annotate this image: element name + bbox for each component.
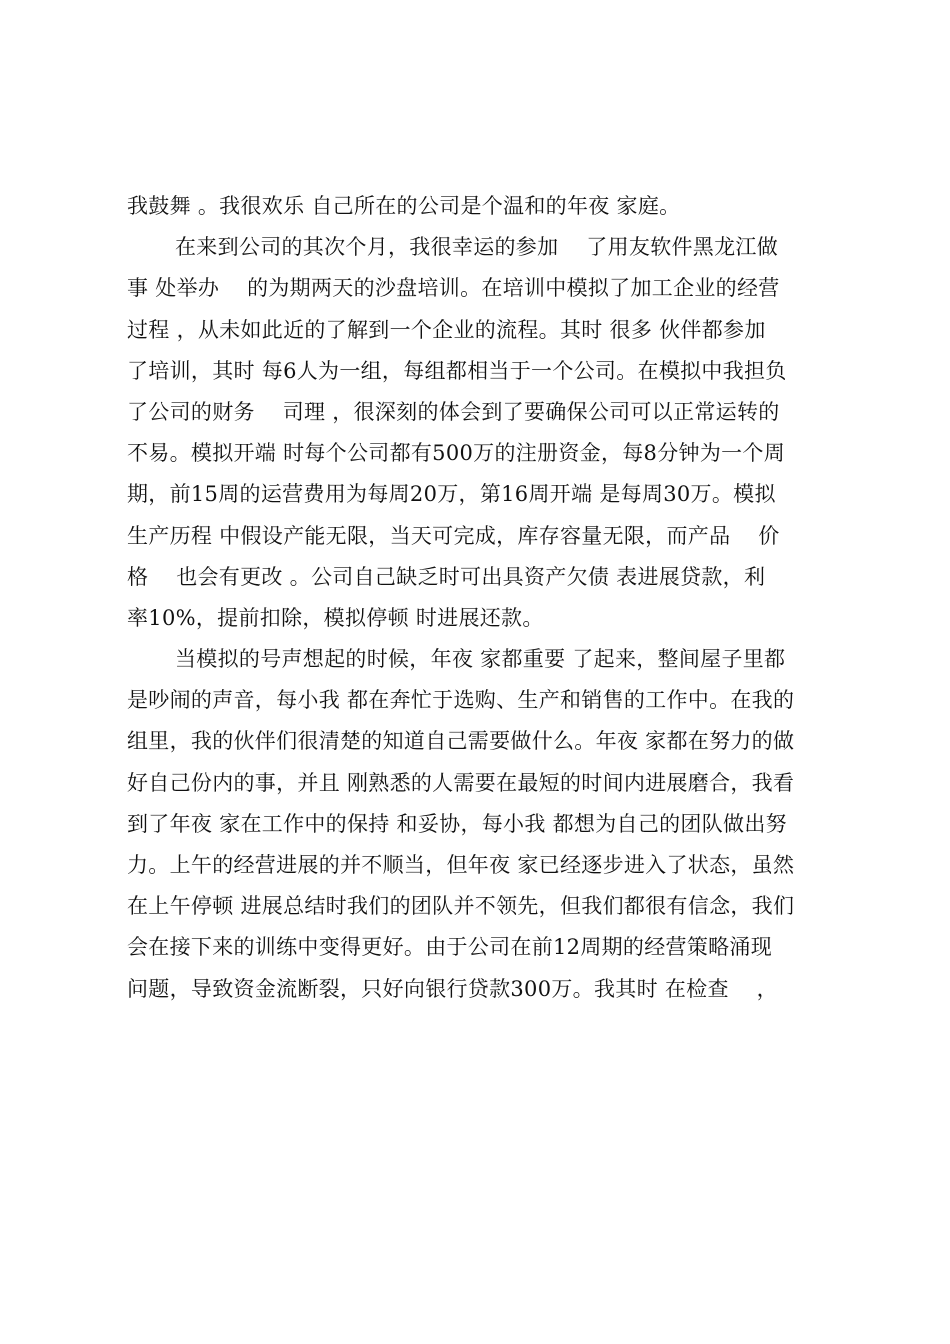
text-line: 是吵闹的声音，每小我 都在奔忙于选购、生产和销售的工作中。在我的 — [127, 688, 795, 713]
text-line: 不易。模拟开端 时每个公司都有500万的注册资金，每8分钟为一个周 — [127, 441, 786, 466]
paragraph-start-line: 当模拟的号声想起的时候，年夜 家都重要 了起来，整间屋子里都 — [175, 647, 786, 672]
text-line: 组里，我的伙伴们很清楚的知道自己需要做什么。年夜 家都在努力的做 — [127, 729, 795, 754]
text-line: 事 处举办 的为期两天的沙盘培训。在培训中模拟了加工企业的经营 — [127, 276, 780, 301]
body-text — [127, 186, 847, 1010]
text-line: 率10%，提前扣除，模拟停顿 时进展还款。 — [127, 605, 544, 630]
text-line: 力。上午的经营进展的并不顺当，但年夜 家已经逐步进入了状态，虽然 — [127, 853, 795, 877]
text-line: 到了年夜 家在工作中的保持 和妥协，每小我 都想为自己的团队做出努 — [127, 811, 787, 836]
text-line: 会在接下来的训练中变得更好。由于公司在前12周期的经营策略涌现 — [127, 935, 773, 960]
text-line: 了公司的财务 司理 ，很深刻的体会到了要确保公司可以正常运转的 — [127, 399, 780, 424]
text-line: 我鼓舞 。我很欢乐 自己所在的公司是个温和的年夜 家庭。 — [127, 194, 681, 218]
text-line: 期，前15周的运营费用为每周20万，第16周开端 是每周30万。模拟 — [127, 482, 776, 507]
text-line: 过程 ，从未如此近的了解到一个企业的流程。其时 很多 伙伴都参加 — [127, 317, 766, 342]
text-line: 好自己份内的事，并且 刚熟悉的人需要在最短的时间内进展磨合，我看 — [127, 770, 795, 795]
paragraph-start-line: 在来到公司的其次个月，我很幸运的参加 了用友软件黑龙江做 — [175, 235, 778, 260]
text-line: 问题，导致资金流断裂，只好向银行贷款300万。我其时 在检查 ， — [127, 976, 778, 1001]
text-line: 生产历程 中假设产能无限，当天可完成，库存容量无限，而产品 价 — [127, 523, 780, 548]
text-line: 了培训，其时 每6人为一组，每组都相当于一个公司。在模拟中我担负 — [127, 358, 787, 383]
text-line: 在上午停顿 进展总结时我们的团队并不领先，但我们都很有信念，我们 — [127, 894, 795, 919]
text-line: 格 也会有更改 。公司自己缺乏时可出具资产欠债 表进展贷款，利 — [127, 564, 766, 589]
